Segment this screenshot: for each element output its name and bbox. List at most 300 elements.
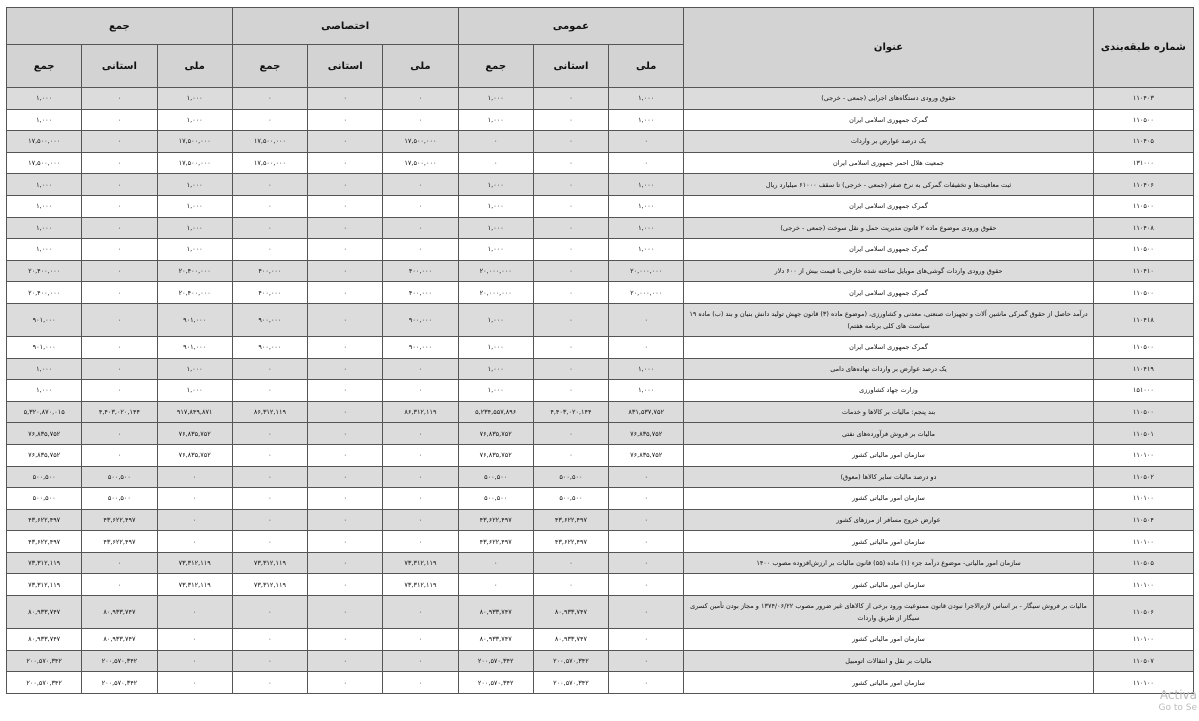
- public-sum-cell: ۱,۰۰۰: [458, 380, 533, 402]
- public-provincial-cell: ۵۰۰,۵۰۰: [533, 466, 608, 488]
- public-provincial-cell: ۰: [533, 131, 608, 153]
- row-code-cell: ۱۵۱۰۰۰: [1093, 380, 1193, 402]
- public-sum-cell: ۲۰,۰۰۰,۰۰۰: [458, 260, 533, 282]
- row-title-cell: گمرک جمهوری اسلامی ایران: [684, 195, 1093, 217]
- header-total-provincial: استانی: [82, 45, 157, 88]
- public-national-cell: ۰: [609, 574, 684, 596]
- total-national-cell: ۱,۰۰۰: [157, 380, 232, 402]
- special-sum-cell: ۷۳,۳۱۲,۱۱۹: [232, 574, 307, 596]
- special-national-cell: ۰: [383, 88, 458, 110]
- row-code-cell: ۱۱۰۵۰۷: [1093, 650, 1193, 672]
- table-row: [7, 131, 1194, 153]
- special-provincial-cell: ۰: [308, 88, 383, 110]
- total-national-cell: ۲۰,۴۰۰,۰۰۰: [157, 282, 232, 304]
- row-code-cell: ۱۱۰۴۰۳: [1093, 88, 1193, 110]
- total-national-cell: ۱,۰۰۰: [157, 195, 232, 217]
- row-code-cell: ۱۱۰۵۰۶: [1093, 596, 1193, 629]
- table-row: [7, 531, 1194, 553]
- total-national-cell: ۷۶,۸۳۵,۷۵۲: [157, 444, 232, 466]
- row-code-cell: ۱۱۰۵۰۰: [1093, 239, 1193, 261]
- public-sum-cell: ۸۰,۹۳۳,۷۴۷: [458, 596, 533, 629]
- row-title-cell: عوارض خروج مسافر از مرزهای کشور: [684, 509, 1093, 531]
- table-row: [7, 596, 1194, 629]
- header-code: شماره طبقه‌بندی: [1093, 8, 1193, 88]
- public-national-cell: ۰: [609, 629, 684, 651]
- special-provincial-cell: ۰: [308, 650, 383, 672]
- total-sum-cell: ۱۷,۵۰۰,۰۰۰: [7, 152, 82, 174]
- special-sum-cell: ۹۰۰,۰۰۰: [232, 303, 307, 336]
- special-sum-cell: ۰: [232, 629, 307, 651]
- total-provincial-cell: ۰: [82, 217, 157, 239]
- table-body: [7, 88, 1194, 694]
- total-national-cell: ۱,۰۰۰: [157, 217, 232, 239]
- header-group-total: جمع: [7, 8, 233, 45]
- special-provincial-cell: ۰: [308, 152, 383, 174]
- total-provincial-cell: ۰: [82, 282, 157, 304]
- public-sum-cell: ۱,۰۰۰: [458, 88, 533, 110]
- special-national-cell: ۰: [383, 531, 458, 553]
- row-title-cell: وزارت جهاد کشاورزی: [684, 380, 1093, 402]
- special-national-cell: ۰: [383, 596, 458, 629]
- total-national-cell: ۰: [157, 466, 232, 488]
- public-national-cell: ۲۰,۰۰۰,۰۰۰: [609, 260, 684, 282]
- special-provincial-cell: ۰: [308, 552, 383, 574]
- total-provincial-cell: ۰: [82, 88, 157, 110]
- total-sum-cell: ۱,۰۰۰: [7, 217, 82, 239]
- table-row: [7, 488, 1194, 510]
- total-sum-cell: ۲۰۰,۵۷۰,۳۴۲: [7, 672, 82, 694]
- total-sum-cell: ۱,۰۰۰: [7, 380, 82, 402]
- row-title-cell: مالیات بر فروش سیگار - بر اساس لازم‌الاجرا نبودن قانون ممنوعیت ورود برخی از کالاهای غیر ضرور مصوب ۱۳۷۴/۰۶/۲۲ و مجاز بودن تأمین کسری سیگار از طریق واردات: [684, 596, 1093, 629]
- total-provincial-cell: ۲۰۰,۵۷۰,۳۴۲: [82, 672, 157, 694]
- special-sum-cell: ۰: [232, 672, 307, 694]
- public-sum-cell: ۰: [458, 152, 533, 174]
- public-national-cell: ۱,۰۰۰: [609, 217, 684, 239]
- total-national-cell: ۹۱۷,۸۴۹,۸۷۱: [157, 401, 232, 423]
- row-title-cell: مالیات بر نقل و انتقالات اتومبیل: [684, 650, 1093, 672]
- row-code-cell: ۱۱۰۵۰۰: [1093, 336, 1193, 358]
- total-national-cell: ۲۰,۴۰۰,۰۰۰: [157, 260, 232, 282]
- special-national-cell: ۸۶,۳۱۲,۱۱۹: [383, 401, 458, 423]
- total-sum-cell: ۲۰,۴۰۰,۰۰۰: [7, 282, 82, 304]
- table-row: [7, 336, 1194, 358]
- header-title: عنوان: [684, 8, 1093, 88]
- table-row: [7, 195, 1194, 217]
- special-sum-cell: ۷۳,۳۱۲,۱۱۹: [232, 552, 307, 574]
- activation-watermark: [1159, 689, 1198, 715]
- special-national-cell: ۰: [383, 488, 458, 510]
- table-row: [7, 239, 1194, 261]
- row-title-cell: ثبت معافیت‌ها و تخفیفات گمرکی به نرخ صفر (جمعی - خرجی) تا سقف ۶۱۰۰۰ میلیارد ریال: [684, 174, 1093, 196]
- special-provincial-cell: ۰: [308, 531, 383, 553]
- special-national-cell: ۴۰۰,۰۰۰: [383, 282, 458, 304]
- public-sum-cell: ۰: [458, 552, 533, 574]
- public-provincial-cell: ۰: [533, 358, 608, 380]
- total-provincial-cell: ۰: [82, 574, 157, 596]
- total-national-cell: ۱۷,۵۰۰,۰۰۰: [157, 152, 232, 174]
- public-provincial-cell: ۰: [533, 217, 608, 239]
- row-code-cell: ۱۱۰۱۰۰: [1093, 574, 1193, 596]
- total-provincial-cell: ۲۰۰,۵۷۰,۳۴۲: [82, 650, 157, 672]
- total-sum-cell: ۱,۰۰۰: [7, 195, 82, 217]
- row-title-cell: حقوق ورودی دستگاه‌های اجرایی (جمعی - خرجی): [684, 88, 1093, 110]
- row-title-cell: سازمان امور مالیاتی کشور: [684, 488, 1093, 510]
- public-provincial-cell: ۰: [533, 380, 608, 402]
- table-row: [7, 650, 1194, 672]
- public-sum-cell: ۱,۰۰۰: [458, 358, 533, 380]
- header-special-provincial: استانی: [308, 45, 383, 88]
- special-sum-cell: ۰: [232, 444, 307, 466]
- public-provincial-cell: ۰: [533, 195, 608, 217]
- public-sum-cell: ۷۶,۸۳۵,۷۵۲: [458, 444, 533, 466]
- budget-table: [6, 7, 1194, 694]
- row-code-cell: ۱۱۰۴۱۸: [1093, 303, 1193, 336]
- special-sum-cell: ۰: [232, 239, 307, 261]
- special-provincial-cell: ۰: [308, 174, 383, 196]
- total-sum-cell: ۲۰۰,۵۷۰,۳۴۲: [7, 650, 82, 672]
- total-provincial-cell: ۰: [82, 303, 157, 336]
- special-national-cell: ۰: [383, 380, 458, 402]
- public-provincial-cell: ۸۰,۹۳۳,۷۴۷: [533, 596, 608, 629]
- row-code-cell: ۱۱۰۱۰۰: [1093, 488, 1193, 510]
- row-code-cell: ۱۱۰۱۰۰: [1093, 531, 1193, 553]
- special-sum-cell: ۰: [232, 596, 307, 629]
- public-provincial-cell: ۴۳,۶۲۲,۴۹۷: [533, 531, 608, 553]
- row-title-cell: دو درصد مالیات سایر کالاها (معوق): [684, 466, 1093, 488]
- public-sum-cell: ۴۳,۶۲۲,۴۹۷: [458, 509, 533, 531]
- row-code-cell: ۱۱۰۴۱۰: [1093, 260, 1193, 282]
- public-provincial-cell: ۵۰۰,۵۰۰: [533, 488, 608, 510]
- row-title-cell: گمرک جمهوری اسلامی ایران: [684, 336, 1093, 358]
- total-national-cell: ۹۰۱,۰۰۰: [157, 336, 232, 358]
- public-national-cell: ۱,۰۰۰: [609, 380, 684, 402]
- special-national-cell: ۱۷,۵۰۰,۰۰۰: [383, 131, 458, 153]
- public-sum-cell: ۰: [458, 131, 533, 153]
- public-provincial-cell: ۰: [533, 282, 608, 304]
- total-provincial-cell: ۵۰۰,۵۰۰: [82, 488, 157, 510]
- public-sum-cell: ۷۶,۸۳۵,۷۵۲: [458, 423, 533, 445]
- total-national-cell: ۷۳,۳۱۲,۱۱۹: [157, 574, 232, 596]
- total-provincial-cell: ۸۰,۹۳۳,۷۴۷: [82, 629, 157, 651]
- public-sum-cell: ۲۰,۰۰۰,۰۰۰: [458, 282, 533, 304]
- special-provincial-cell: ۰: [308, 217, 383, 239]
- table-row: [7, 672, 1194, 694]
- row-title-cell: حقوق ورودی واردات گوشی‌های موبایل ساخته شده خارجی با قیمت بیش از ۶۰۰ دلار: [684, 260, 1093, 282]
- total-sum-cell: ۷۶,۸۳۵,۷۵۲: [7, 444, 82, 466]
- total-sum-cell: ۷۳,۳۱۲,۱۱۹: [7, 552, 82, 574]
- public-sum-cell: ۲۰۰,۵۷۰,۳۴۲: [458, 650, 533, 672]
- special-national-cell: ۹۰۰,۰۰۰: [383, 303, 458, 336]
- total-provincial-cell: ۰: [82, 152, 157, 174]
- special-sum-cell: ۰: [232, 423, 307, 445]
- header-public-provincial: استانی: [533, 45, 608, 88]
- total-sum-cell: ۷۳,۳۱۲,۱۱۹: [7, 574, 82, 596]
- public-national-cell: ۱,۰۰۰: [609, 88, 684, 110]
- watermark-line-1: Activa: [1159, 688, 1197, 702]
- special-provincial-cell: ۰: [308, 488, 383, 510]
- total-national-cell: ۰: [157, 509, 232, 531]
- header-public-sum: جمع: [458, 45, 533, 88]
- special-provincial-cell: ۰: [308, 358, 383, 380]
- total-sum-cell: ۹۰۱,۰۰۰: [7, 336, 82, 358]
- row-title-cell: سازمان امور مالیاتی کشور: [684, 444, 1093, 466]
- table-row: [7, 282, 1194, 304]
- special-provincial-cell: ۰: [308, 239, 383, 261]
- public-sum-cell: ۵۰۰,۵۰۰: [458, 466, 533, 488]
- special-sum-cell: ۰: [232, 109, 307, 131]
- special-sum-cell: ۰: [232, 174, 307, 196]
- public-provincial-cell: ۰: [533, 574, 608, 596]
- public-sum-cell: ۰: [458, 574, 533, 596]
- table-row: [7, 509, 1194, 531]
- special-sum-cell: ۰: [232, 531, 307, 553]
- public-provincial-cell: ۰: [533, 239, 608, 261]
- public-sum-cell: ۱,۰۰۰: [458, 303, 533, 336]
- total-sum-cell: ۱,۰۰۰: [7, 239, 82, 261]
- public-national-cell: ۰: [609, 509, 684, 531]
- row-title-cell: گمرک جمهوری اسلامی ایران: [684, 109, 1093, 131]
- special-sum-cell: ۰: [232, 358, 307, 380]
- row-title-cell: بند پنجم: مالیات بر کالاها و خدمات: [684, 401, 1093, 423]
- special-sum-cell: ۴۰۰,۰۰۰: [232, 260, 307, 282]
- total-provincial-cell: ۰: [82, 109, 157, 131]
- row-title-cell: یک درصد عوارض بر واردات نهاده‌های دامی: [684, 358, 1093, 380]
- header-total-sum: جمع: [7, 45, 82, 88]
- header-special-sum: جمع: [232, 45, 307, 88]
- header-group-public: عمومی: [458, 8, 684, 45]
- total-provincial-cell: ۰: [82, 336, 157, 358]
- special-national-cell: ۱۷,۵۰۰,۰۰۰: [383, 152, 458, 174]
- special-national-cell: ۷۳,۳۱۲,۱۱۹: [383, 552, 458, 574]
- total-provincial-cell: ۴۳,۶۲۲,۴۹۷: [82, 531, 157, 553]
- table-row: [7, 380, 1194, 402]
- row-code-cell: ۱۱۰۵۰۰: [1093, 195, 1193, 217]
- table-row: [7, 629, 1194, 651]
- total-sum-cell: ۱,۰۰۰: [7, 109, 82, 131]
- total-sum-cell: ۸۰,۹۳۳,۷۴۷: [7, 596, 82, 629]
- public-provincial-cell: ۰: [533, 88, 608, 110]
- public-national-cell: ۰: [609, 531, 684, 553]
- public-sum-cell: ۸۰,۹۳۳,۷۴۷: [458, 629, 533, 651]
- special-provincial-cell: ۰: [308, 336, 383, 358]
- public-national-cell: ۰: [609, 131, 684, 153]
- special-provincial-cell: ۰: [308, 672, 383, 694]
- special-national-cell: ۰: [383, 444, 458, 466]
- public-provincial-cell: ۰: [533, 423, 608, 445]
- row-title-cell: سازمان امور مالیاتی کشور: [684, 574, 1093, 596]
- total-sum-cell: ۷۶,۸۳۵,۷۵۲: [7, 423, 82, 445]
- public-national-cell: ۷۶,۸۳۵,۷۵۲: [609, 444, 684, 466]
- table-row: [7, 109, 1194, 131]
- special-provincial-cell: ۰: [308, 109, 383, 131]
- row-title-cell: مالیات بر فروش فرآورده‌های نفتی: [684, 423, 1093, 445]
- row-code-cell: ۱۱۰۱۰۰: [1093, 629, 1193, 651]
- special-provincial-cell: ۰: [308, 596, 383, 629]
- total-sum-cell: ۸۰,۹۳۳,۷۴۷: [7, 629, 82, 651]
- table-row: [7, 444, 1194, 466]
- total-national-cell: ۰: [157, 488, 232, 510]
- total-provincial-cell: ۵۰۰,۵۰۰: [82, 466, 157, 488]
- special-provincial-cell: ۰: [308, 423, 383, 445]
- public-national-cell: ۱,۰۰۰: [609, 174, 684, 196]
- total-provincial-cell: ۰: [82, 174, 157, 196]
- table-row: [7, 303, 1194, 336]
- public-national-cell: ۲۰,۰۰۰,۰۰۰: [609, 282, 684, 304]
- special-sum-cell: ۰: [232, 466, 307, 488]
- public-national-cell: ۰: [609, 552, 684, 574]
- total-sum-cell: ۴۳,۶۲۲,۴۹۷: [7, 531, 82, 553]
- total-provincial-cell: ۰: [82, 358, 157, 380]
- table-row: [7, 401, 1194, 423]
- public-provincial-cell: ۰: [533, 260, 608, 282]
- public-sum-cell: ۵,۲۳۴,۵۵۷,۸۹۶: [458, 401, 533, 423]
- header-public-national: ملی: [609, 45, 684, 88]
- special-provincial-cell: ۰: [308, 303, 383, 336]
- special-provincial-cell: ۰: [308, 380, 383, 402]
- special-sum-cell: ۰: [232, 488, 307, 510]
- special-sum-cell: ۴۰۰,۰۰۰: [232, 282, 307, 304]
- table-row: [7, 466, 1194, 488]
- row-code-cell: ۱۱۰۵۰۲: [1093, 466, 1193, 488]
- total-sum-cell: ۱,۰۰۰: [7, 174, 82, 196]
- special-sum-cell: ۱۷,۵۰۰,۰۰۰: [232, 152, 307, 174]
- total-sum-cell: ۹۰۱,۰۰۰: [7, 303, 82, 336]
- row-code-cell: ۱۱۰۵۰۰: [1093, 401, 1193, 423]
- special-provincial-cell: ۰: [308, 509, 383, 531]
- row-code-cell: ۱۱۰۱۰۰: [1093, 444, 1193, 466]
- total-national-cell: ۱,۰۰۰: [157, 109, 232, 131]
- row-code-cell: ۱۱۰۵۰۵: [1093, 552, 1193, 574]
- total-national-cell: ۰: [157, 596, 232, 629]
- public-provincial-cell: ۴,۴۰۳,۰۲۰,۱۴۴: [533, 401, 608, 423]
- special-provincial-cell: ۰: [308, 466, 383, 488]
- table-row: [7, 552, 1194, 574]
- row-code-cell: ۱۱۰۴۰۵: [1093, 131, 1193, 153]
- special-national-cell: ۰: [383, 109, 458, 131]
- row-title-cell: گمرک جمهوری اسلامی ایران: [684, 282, 1093, 304]
- special-national-cell: ۰: [383, 174, 458, 196]
- public-national-cell: ۰: [609, 596, 684, 629]
- total-national-cell: ۷۶,۸۳۵,۷۵۲: [157, 423, 232, 445]
- total-national-cell: ۱,۰۰۰: [157, 174, 232, 196]
- row-code-cell: ۱۱۰۵۰۴: [1093, 509, 1193, 531]
- row-code-cell: ۱۳۱۰۰۰: [1093, 152, 1193, 174]
- table-row: [7, 152, 1194, 174]
- total-national-cell: ۰: [157, 531, 232, 553]
- row-code-cell: ۱۱۰۵۰۰: [1093, 109, 1193, 131]
- total-sum-cell: ۵,۳۲۰,۸۷۰,۰۱۵: [7, 401, 82, 423]
- total-provincial-cell: ۰: [82, 380, 157, 402]
- public-provincial-cell: ۰: [533, 109, 608, 131]
- special-sum-cell: ۹۰۰,۰۰۰: [232, 336, 307, 358]
- public-national-cell: ۱,۰۰۰: [609, 109, 684, 131]
- special-national-cell: ۰: [383, 423, 458, 445]
- special-sum-cell: ۰: [232, 88, 307, 110]
- public-national-cell: ۰: [609, 336, 684, 358]
- special-sum-cell: ۸۶,۳۱۲,۱۱۹: [232, 401, 307, 423]
- total-provincial-cell: ۰: [82, 195, 157, 217]
- row-code-cell: ۱۱۰۵۰۰: [1093, 282, 1193, 304]
- public-provincial-cell: ۰: [533, 552, 608, 574]
- public-national-cell: ۰: [609, 672, 684, 694]
- table-row: [7, 574, 1194, 596]
- public-national-cell: ۰: [609, 488, 684, 510]
- total-national-cell: ۱۷,۵۰۰,۰۰۰: [157, 131, 232, 153]
- total-sum-cell: ۱۷,۵۰۰,۰۰۰: [7, 131, 82, 153]
- total-provincial-cell: ۰: [82, 552, 157, 574]
- public-sum-cell: ۲۰۰,۵۷۰,۳۴۲: [458, 672, 533, 694]
- total-sum-cell: ۱,۰۰۰: [7, 88, 82, 110]
- total-sum-cell: ۲۰,۴۰۰,۰۰۰: [7, 260, 82, 282]
- special-sum-cell: ۱۷,۵۰۰,۰۰۰: [232, 131, 307, 153]
- row-code-cell: ۱۱۰۱۰۰: [1093, 672, 1193, 694]
- row-code-cell: ۱۱۰۵۰۱: [1093, 423, 1193, 445]
- special-national-cell: ۷۳,۳۱۲,۱۱۹: [383, 574, 458, 596]
- row-code-cell: ۱۱۰۴۱۹: [1093, 358, 1193, 380]
- table-row: [7, 174, 1194, 196]
- special-national-cell: ۰: [383, 650, 458, 672]
- special-national-cell: ۰: [383, 217, 458, 239]
- watermark-line-2: Go to Se: [1158, 703, 1197, 713]
- special-national-cell: ۰: [383, 358, 458, 380]
- special-national-cell: ۹۰۰,۰۰۰: [383, 336, 458, 358]
- public-national-cell: ۱,۰۰۰: [609, 358, 684, 380]
- public-national-cell: ۱,۰۰۰: [609, 195, 684, 217]
- public-national-cell: ۰: [609, 152, 684, 174]
- total-provincial-cell: ۴,۴۰۳,۰۲۰,۱۴۴: [82, 401, 157, 423]
- public-sum-cell: ۵۰۰,۵۰۰: [458, 488, 533, 510]
- public-provincial-cell: ۰: [533, 174, 608, 196]
- public-national-cell: ۱,۰۰۰: [609, 239, 684, 261]
- row-title-cell: درآمد حاصل از حقوق گمرکی ماشین آلات و تجهیزات صنعتی، معدنی و کشاورزی، (موضوع ماده (۳) قانون جهش تولید دانش بنیان و بند (ب) ماده ۱۹ سیاست های کلی برنامه هفتم): [684, 303, 1093, 336]
- public-national-cell: ۷۶,۸۳۵,۷۵۲: [609, 423, 684, 445]
- public-national-cell: ۰: [609, 466, 684, 488]
- special-provincial-cell: ۰: [308, 260, 383, 282]
- public-sum-cell: ۴۳,۶۲۲,۴۹۷: [458, 531, 533, 553]
- row-title-cell: گمرک جمهوری اسلامی ایران: [684, 239, 1093, 261]
- row-title-cell: حقوق ورودی موضوع ماده ۲ قانون مدیریت حمل و نقل سوخت (جمعی - خرجی): [684, 217, 1093, 239]
- total-national-cell: ۹۰۱,۰۰۰: [157, 303, 232, 336]
- special-sum-cell: ۰: [232, 509, 307, 531]
- special-national-cell: ۰: [383, 672, 458, 694]
- special-national-cell: ۰: [383, 509, 458, 531]
- special-national-cell: ۰: [383, 629, 458, 651]
- public-provincial-cell: ۰: [533, 152, 608, 174]
- special-sum-cell: ۰: [232, 650, 307, 672]
- row-title-cell: سازمان امور مالیاتی- موضوع درآمد جزء (۱) ماده (۵۵) قانون مالیات بر ارزش‌افزوده مصوب ۱۴۰۰: [684, 552, 1093, 574]
- table-row: [7, 358, 1194, 380]
- total-sum-cell: ۴۳,۶۲۲,۴۹۷: [7, 509, 82, 531]
- row-title-cell: یک درصد عوارض بر واردات: [684, 131, 1093, 153]
- budget-table-container: [6, 7, 1194, 694]
- special-national-cell: ۰: [383, 195, 458, 217]
- public-national-cell: ۰: [609, 303, 684, 336]
- public-national-cell: ۸۳۱,۵۳۷,۷۵۲: [609, 401, 684, 423]
- special-provincial-cell: ۰: [308, 282, 383, 304]
- total-national-cell: ۱,۰۰۰: [157, 358, 232, 380]
- table-row: [7, 423, 1194, 445]
- public-provincial-cell: ۲۰۰,۵۷۰,۳۴۲: [533, 650, 608, 672]
- public-sum-cell: ۱,۰۰۰: [458, 336, 533, 358]
- total-provincial-cell: ۸۰,۹۳۳,۷۴۷: [82, 596, 157, 629]
- public-provincial-cell: ۰: [533, 303, 608, 336]
- special-provincial-cell: ۰: [308, 574, 383, 596]
- special-provincial-cell: ۰: [308, 401, 383, 423]
- header-special-national: ملی: [383, 45, 458, 88]
- special-provincial-cell: ۰: [308, 629, 383, 651]
- row-title-cell: سازمان امور مالیاتی کشور: [684, 531, 1093, 553]
- row-title-cell: سازمان امور مالیاتی کشور: [684, 672, 1093, 694]
